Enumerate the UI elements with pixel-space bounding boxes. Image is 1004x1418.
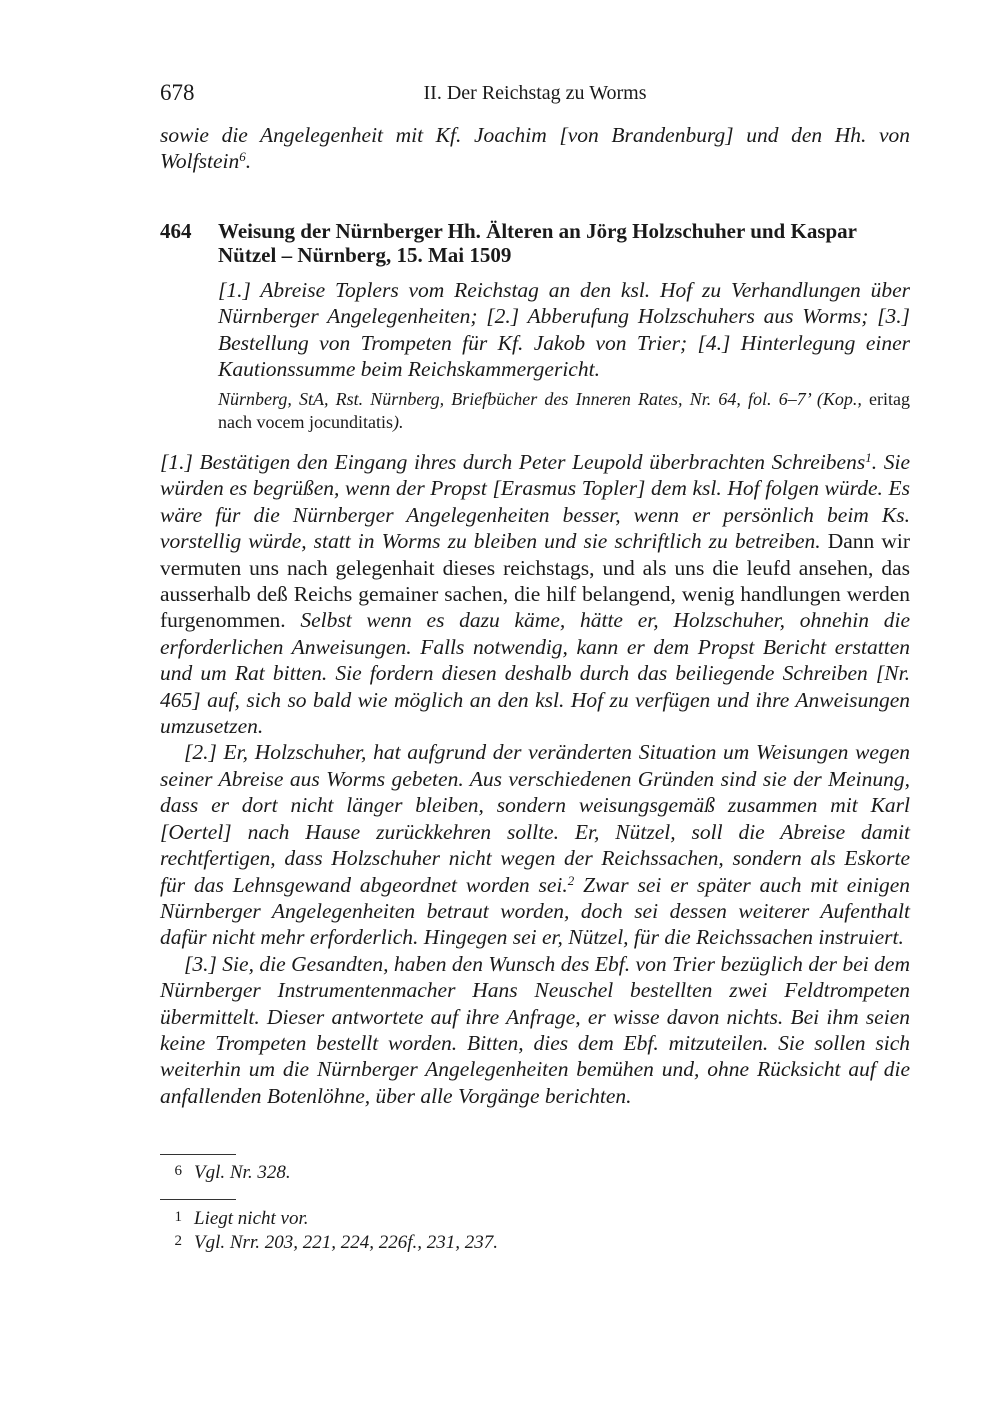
paragraph-2 [160,739,910,950]
source-close: ). [392,412,404,432]
page-number: 678 [160,80,195,105]
running-head: II. Der Reichstag zu Worms [423,82,647,104]
source-citation: Nürnberg, StA, Rst. Nürnberg, Briefbücher des Inneren Rates, Nr. 64, fol. 6–7’ (Kop., [218,389,862,409]
paragraph-1 [160,449,910,739]
p1-text-a: [1.] Bestätigen den Eingang ihres durch Peter Leupold überbrachten Schreibens [160,450,866,474]
footnote-ref-2: 2 [567,872,575,888]
source-date: eritag nach vocem jocunditatis [218,389,910,432]
footnote-mark: 2 [174,1233,182,1249]
document-title: Weisung der Nürnberger Hh. Älteren an Jörg Holzschuher und Kaspar Nützel – Nürnberg, 15. Mai 1509 [218,219,857,267]
document-heading [160,219,910,267]
p2-text-a: [2.] Er, Holzschuher, hat aufgrund der veränderten Situation um Weisungen wegen seiner Abreise aus Worms gebeten. Aus verschiedenen Gründen sind sie der Meinung, dass er dort nicht länger bleiben, sondern weisungsgemäß zusammen mit Karl [Oertel] nach Hause zurückkehren sollte. Er, Nützel, soll die Abreise damit rechtfertigen, dass Holzschuher nicht wegen der Reichssachen, sondern als Eskorte für das Lehnsgewand abgeordnet worden sei. [160,740,910,897]
footnote-mark: 6 [174,1163,182,1179]
document-source [218,388,910,434]
footnote-previous-6 [160,1159,910,1185]
document-regest: [1.] Abreise Toplers vom Reichstag an den ksl. Hof zu Verhandlungen über Nürnberger Angelegenheiten; [2.] Abberufung Holzschuhers aus Worms; [3.] Bestellung von Trompeten für Kf. Jakob von Trier; [4.] Hinterlegung einer Kautionssumme beim Reichskammergericht. [218,278,910,382]
footnote-ref-1: 1 [865,450,872,465]
intro-paragraph [160,122,910,175]
footnote-text: Vgl. Nr. 328. [194,1162,291,1183]
footnote-rule-previous [160,1154,236,1155]
document-number: 464 [160,219,192,243]
p1-text-b: . Sie würden es begrüßen, wenn der Propst [Erasmus Topler] dem ksl. Hof folgen würde. Es wäre für die Nürnberger Angelegenheiten besser, wenn er persönlich beim Ks. vorstellig würde, statt in Worms zu bleiben und sie schriftlich zu betreiben. [160,450,910,554]
footnote-text: Vgl. Nrr. 203, 221, 224, 226f., 231, 237. [194,1232,499,1253]
footnote-1 [160,1205,910,1231]
paragraph-3: [3.] Sie, die Gesandten, haben den Wunsch des Ebf. von Trier bezüglich der bei dem Nürnberger Instrumentenmacher Hans Neuschel bestellten zwei Feldtrompeten übermittelt. Dieser antwortete auf ihre Anfrage, er wisse davon nichts. Bei ihm seien keine Trompeten bestellt worden. Bitten, dies dem Ebf. mitzuteilen. Sie sollen sich weiterhin um die Nürnberger Angelegenheiten bemühen und, ohne Rücksicht auf die anfallenden Botenlöhne, über alle Vorgänge berichten. [160,951,910,1108]
intro-text: sowie die Angelegenheit mit Kf. Joachim [von Brandenburg] und den Hh. von Wolfstein [160,123,910,174]
footnote-text: Liegt nicht vor. [194,1208,309,1229]
p2-text-b: Zwar sei er später auch mit einigen Nürnberger Angelegenheiten betraut worden, doch sei dessen weiterer Aufenthalt dafür nicht mehr erforderlich. Hingegen sei er, Nützel, für die Reichssachen instruiert. [160,872,910,950]
intro-end: . [245,149,252,174]
p1-text-c: Selbst wenn es dazu käme, hätte er, Holzschuher, ohnehin die erforderlichen Anweisungen. Falls notwendig, kann er dem Propst Bericht erstatten und um Rat bitten. Sie fordern diesen deshalb durch das beiliegende Schreiben [Nr. 465] auf, sich so bald wie möglich an den ksl. Hof zu verfügen und ihre Anweisungen umzusetzen. [160,608,910,739]
footnote-mark: 1 [174,1209,182,1225]
footnote-2 [160,1229,910,1255]
footnote-ref-6: 6 [239,149,246,165]
footnote-rule [160,1199,236,1200]
p1-quote: Dann wir vermuten uns nach gelegenhait dieses reichstags, und als uns die leufd ansehen, das ausserhalb deß Reichs gemainer sachen, die hilf belangend, wenig handlungen werden furgenommen. [160,529,910,633]
document-body [160,449,910,1109]
